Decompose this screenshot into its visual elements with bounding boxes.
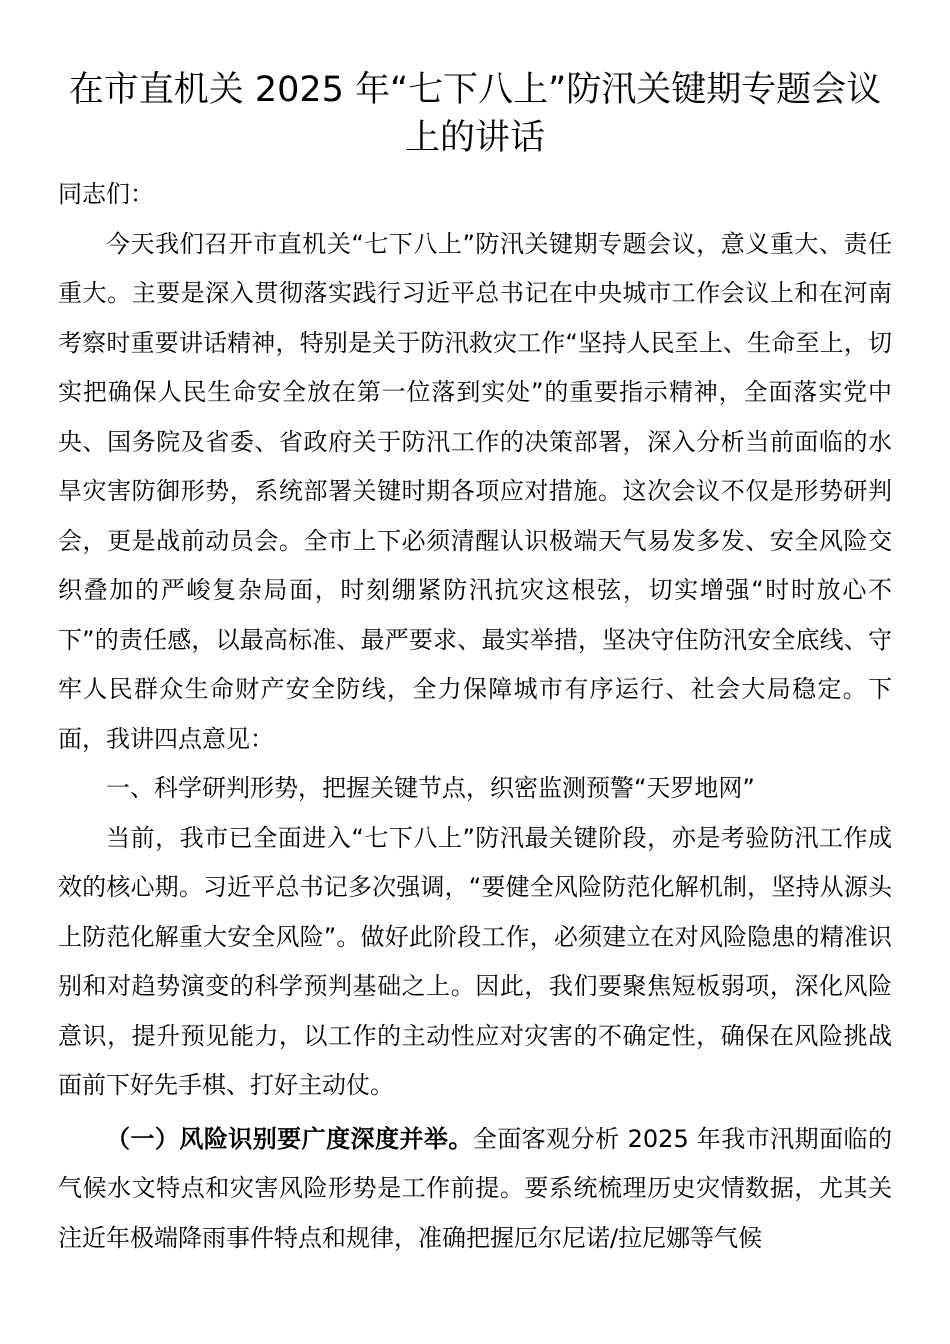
document-body xyxy=(58,170,892,1263)
salutation: 同志们： xyxy=(58,180,154,208)
section1-paragraph: 当前，我市已全面进入“七下八上”防汛最关键阶段，亦是考验防汛工作成效的核心期。习近平总书记多次强调，“要健全风险防范化解机制，坚持从源头上防范化解重大安全风险”。做好此阶段工作，必须建立在对风险隐患的精准识别和对趋势演变的科学预判基础之上。因此，我们要聚焦短板弱项，深化风险意识，提升预见能力，以工作的主动性应对灾害的不确定性，确保在风险挑战面前下好先手棋、打好主动仗。 xyxy=(58,823,892,1099)
document-title: 在市直机关 2025 年“七下八上”防汛关键期专题会议上的讲话 xyxy=(68,70,882,158)
subsection-text-1: 全面客观分析 2025 年我市汛期面临的气候水文特点和灾害风险形势是工作前提。要系统梳理历史灾情数据，尤其关注近年极端降雨事件特点和规律，准确把握厄尔尼诺/拉尼娜等气候 xyxy=(58,1124,892,1252)
subsection-lead-1: （一）风险识别要广度深度并举。 xyxy=(106,1124,473,1153)
subsection-paragraph-1 xyxy=(58,1115,892,1264)
opening-paragraph: 今天我们召开市直机关“七下八上”防汛关键期专题会议，意义重大、责任重大。主要是深入贯彻落实践行习近平总书记在中央城市工作会议上和在河南考察时重要讲话精神，特别是关于防汛救灾工作“坚持人民至上、生命至上，切实把确保人民生命安全放在第一位落到实处”的重要指示精神，全面落实党中央、国务院及省委、省政府关于防汛工作的决策部署，深入分析当前面临的水旱灾害防御形势，系统部署关键时期各项应对措施。这次会议不仅是形势研判会，更是战前动员会。全市上下必须清醒认识极端天气易发多发、安全风险交织叠加的严峻复杂局面，时刻绷紧防汛抗灾这根弦，切实增强“时时放心不下”的责任感，以最高标准、最严要求、最实举措，坚决守住防汛安全底线、守牢人民群众生命财产安全防线，全力保障城市有序运行、社会大局稳定。下面，我讲四点意见： xyxy=(58,229,892,753)
section-heading-1: 一、科学研判形势，把握关键节点，织密监测预警“天罗地网” xyxy=(106,774,755,802)
